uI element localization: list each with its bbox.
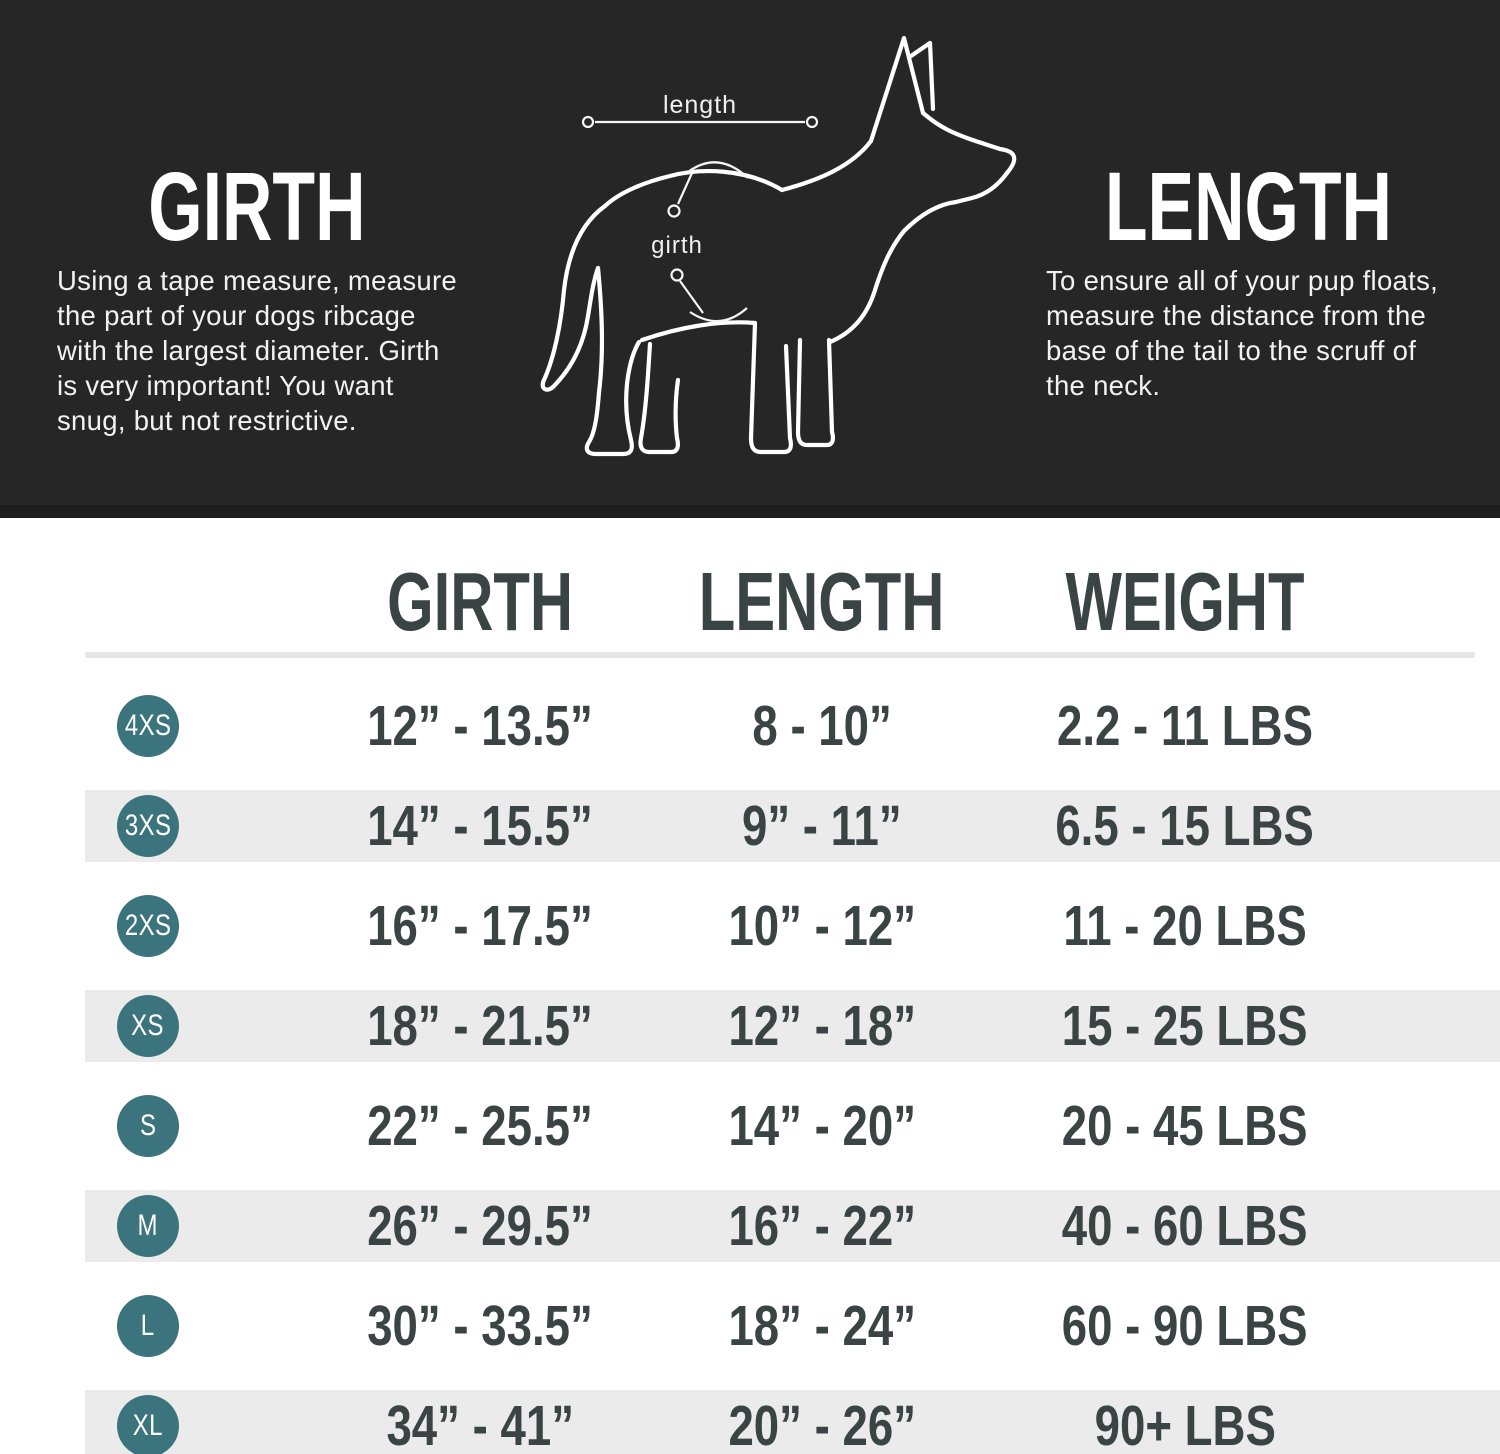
weight-value: 20 - 45 LBS: [1062, 1094, 1308, 1158]
dog-measurement-diagram: [520, 10, 1040, 510]
size-badge: M: [117, 1195, 179, 1257]
length-value: 16” - 22”: [728, 1194, 916, 1258]
girth-section: [57, 152, 458, 438]
table-row-2xs: [0, 876, 1500, 976]
dog-outline: [543, 38, 1014, 454]
size-badge: L: [117, 1295, 179, 1357]
girth-value: 16” - 17.5”: [367, 894, 593, 958]
table-row-s: [0, 1076, 1500, 1176]
length-description: To ensure all of your pup floats, measure the distance from the base of the tail to the scruff of the neck.: [1046, 265, 1439, 401]
girth-value: 14” - 15.5”: [367, 794, 593, 858]
girth-value: 34” - 41”: [386, 1394, 574, 1454]
girth-value: 30” - 33.5”: [367, 1294, 593, 1358]
girth-heading: GIRTH: [148, 152, 366, 261]
column-header-length: LENGTH: [699, 555, 945, 648]
girth-description: Using a tape measure, measure the part of your dogs ribcage with the largest diameter. Girth is very important! You want snug, but not restrictive.: [57, 265, 458, 436]
girth-label: girth: [651, 232, 703, 259]
size-badge: 2XS: [117, 895, 179, 957]
weight-value: 11 - 20 LBS: [1063, 894, 1307, 958]
table-body: [0, 676, 1500, 1454]
size-badge: XL: [117, 1395, 179, 1454]
size-badge: S: [117, 1095, 179, 1157]
table-row-xl: [0, 1376, 1500, 1454]
weight-value: 90+ LBS: [1094, 1394, 1276, 1454]
hero-bottom-edge: [0, 505, 1500, 518]
length-value: 20” - 26”: [728, 1394, 916, 1454]
size-chart-table: [0, 552, 1500, 1454]
length-value: 12” - 18”: [728, 994, 916, 1058]
column-header-weight: WEIGHT: [1065, 555, 1305, 648]
length-value: 14” - 20”: [728, 1094, 916, 1158]
girth-value: 12” - 13.5”: [367, 694, 593, 758]
size-badge: 3XS: [117, 795, 179, 857]
table-row-3xs: [0, 776, 1500, 876]
girth-value: 26” - 29.5”: [367, 1194, 593, 1258]
girth-value: 18” - 21.5”: [367, 994, 593, 1058]
length-value: 9” - 11”: [742, 794, 902, 858]
length-section: [1046, 152, 1451, 403]
dog-outline-illustration: [520, 10, 1040, 510]
length-value: 8 - 10”: [752, 694, 892, 758]
header-divider: [85, 652, 1475, 658]
weight-value: 2.2 - 11 LBS: [1057, 694, 1313, 758]
weight-value: 15 - 25 LBS: [1062, 994, 1308, 1058]
size-badge: 4XS: [117, 695, 179, 757]
table-row-l: [0, 1276, 1500, 1376]
table-header-row: [0, 552, 1500, 652]
measurement-hero: [0, 0, 1500, 518]
length-value: 10” - 12”: [728, 894, 916, 958]
length-label: length: [662, 91, 738, 119]
table-row-m: [0, 1176, 1500, 1276]
length-heading: LENGTH: [1104, 152, 1393, 261]
girth-value: 22” - 25.5”: [367, 1094, 593, 1158]
column-header-girth: GIRTH: [387, 555, 573, 648]
weight-value: 40 - 60 LBS: [1062, 1194, 1308, 1258]
weight-value: 6.5 - 15 LBS: [1055, 794, 1315, 858]
table-row-xs: [0, 976, 1500, 1076]
weight-value: 60 - 90 LBS: [1062, 1294, 1308, 1358]
size-badge: XS: [117, 995, 179, 1057]
table-row-4xs: [0, 676, 1500, 776]
length-value: 18” - 24”: [728, 1294, 916, 1358]
